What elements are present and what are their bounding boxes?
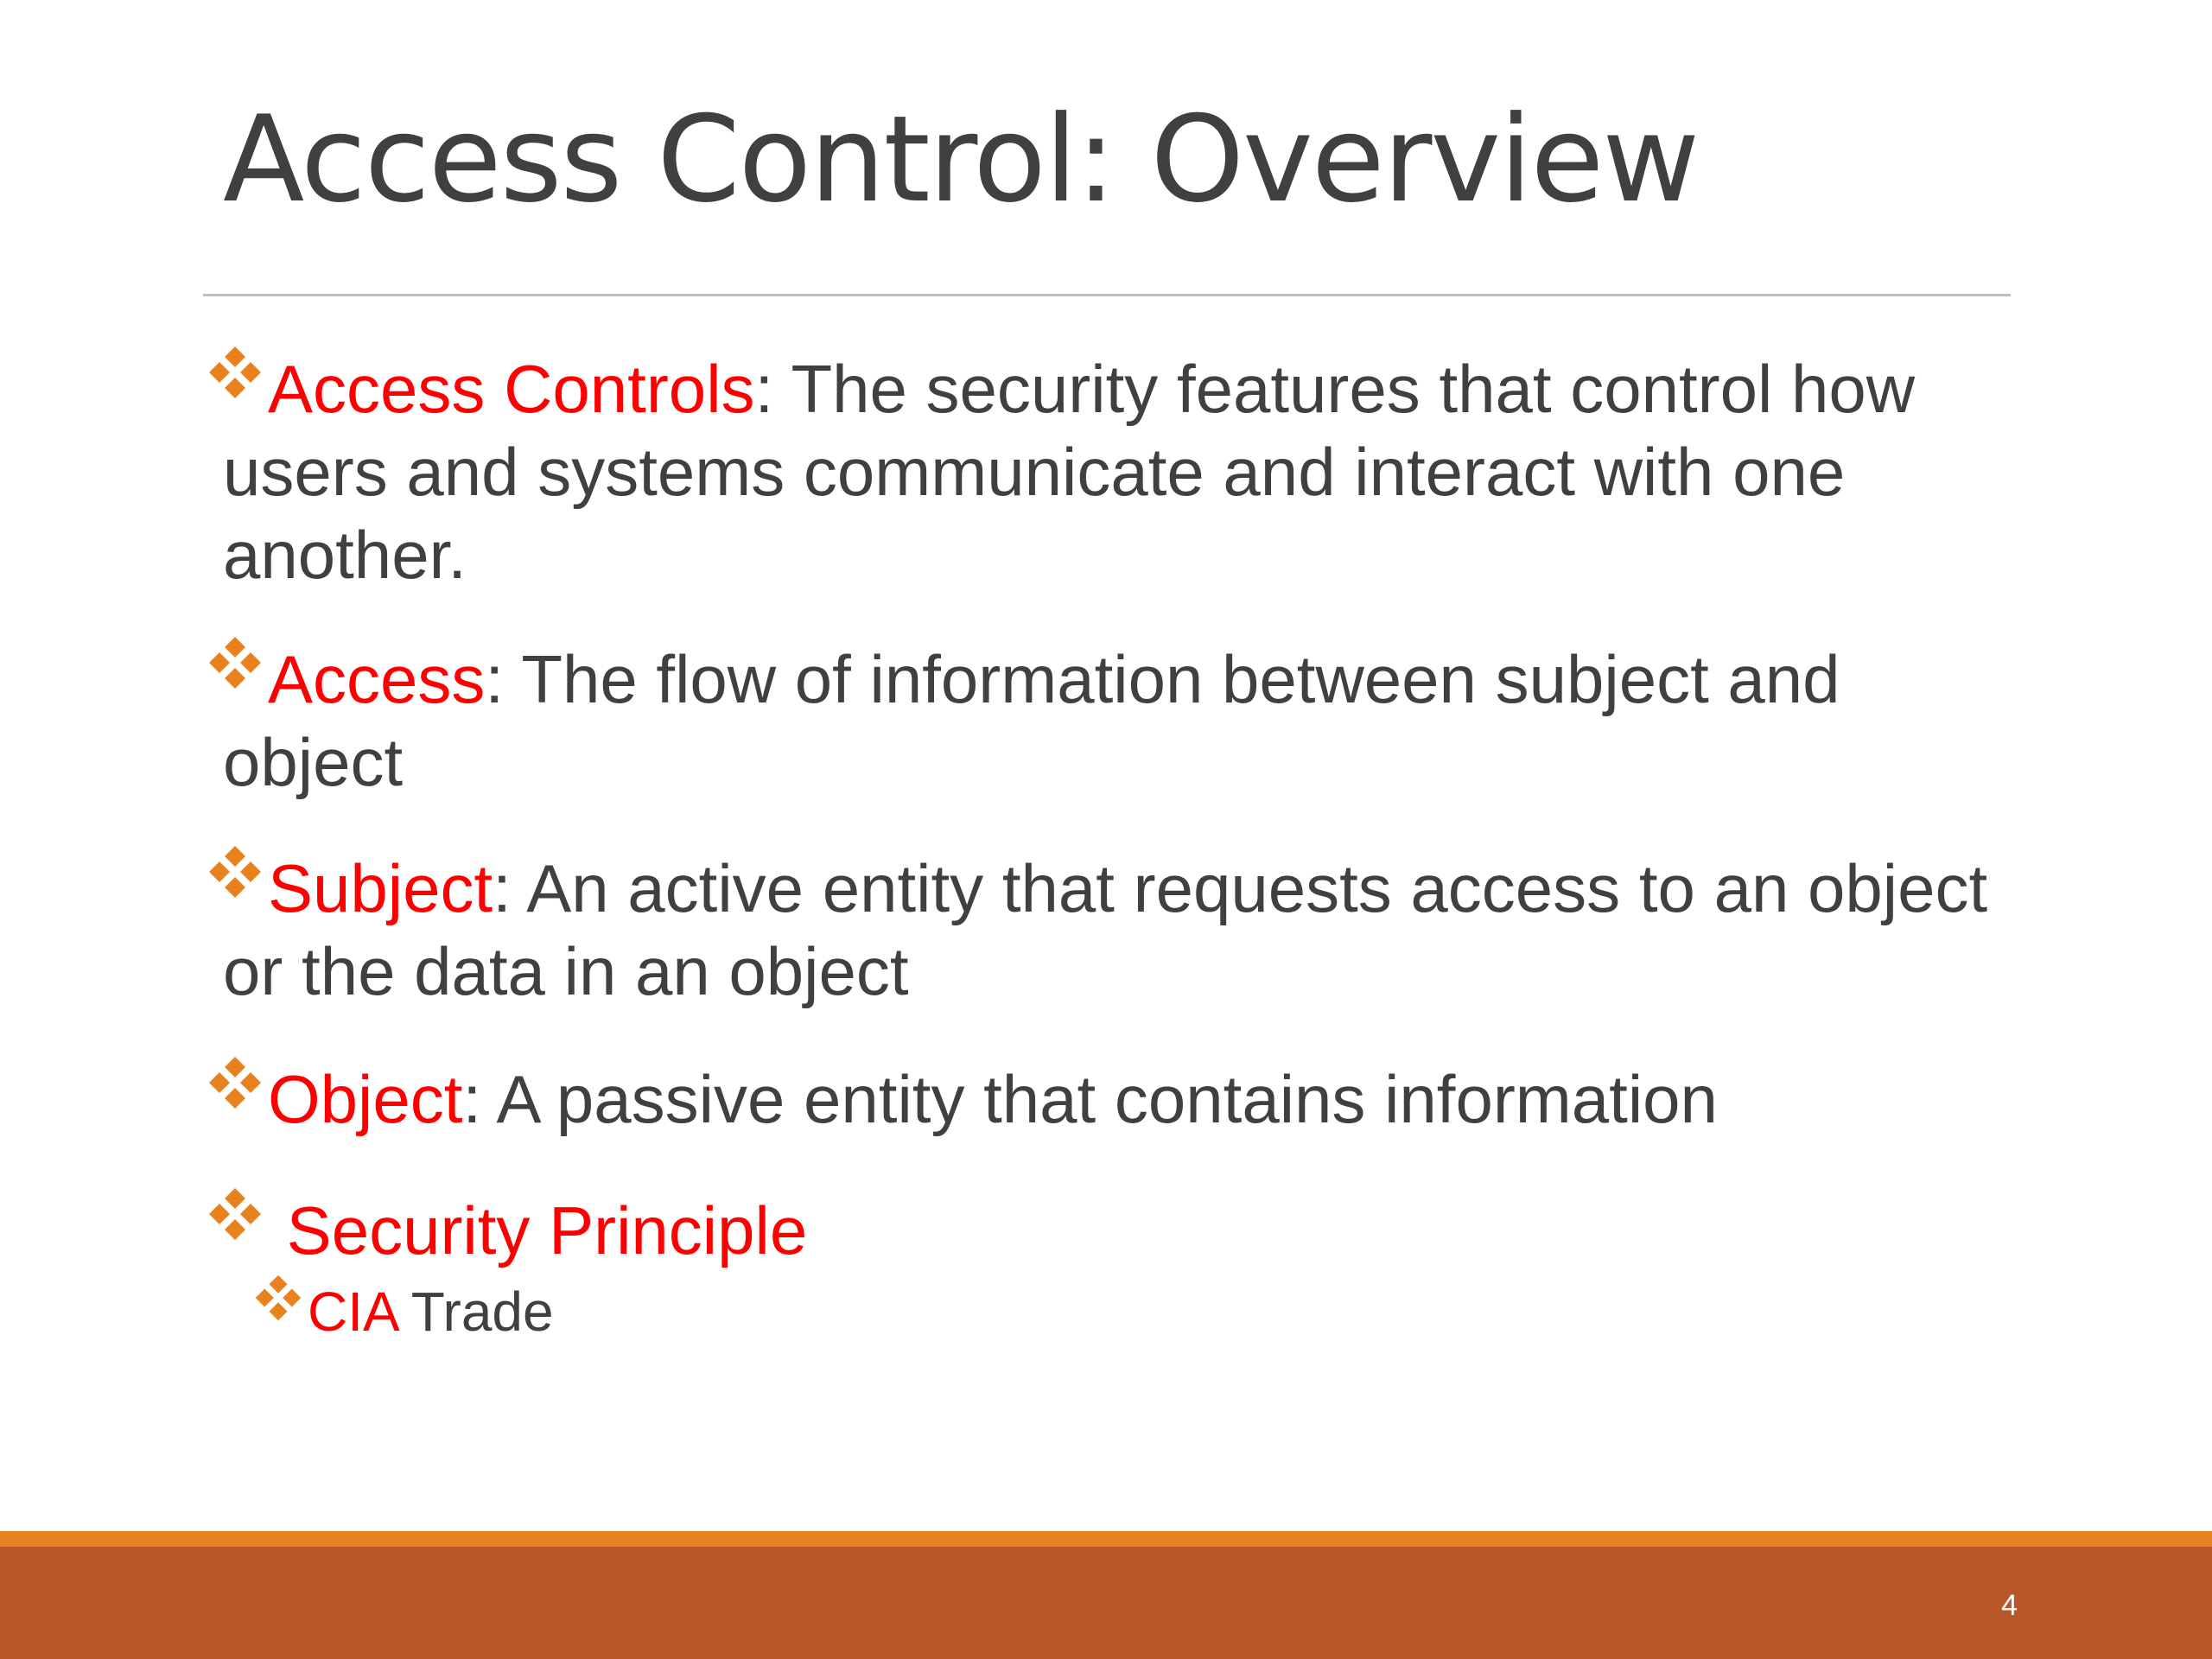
page-number: 4 <box>2001 1589 2018 1622</box>
bullet-term: Subject <box>268 850 493 926</box>
four-diamond-bullet-icon <box>254 1274 302 1322</box>
four-diamond-bullet-icon <box>207 635 263 690</box>
four-diamond-bullet-icon <box>207 345 263 400</box>
sub-bullet-item-cia <box>207 1277 2031 1346</box>
four-diamond-bullet-icon <box>207 1055 263 1110</box>
bullet-term: Security Principle <box>268 1192 808 1268</box>
bullet-item-access <box>207 638 2031 804</box>
bullet-item-access-controls <box>207 347 2031 596</box>
footer-accent-stripe <box>0 1531 2212 1547</box>
bullet-text: : An active entity that requests access to an object or the data in an object <box>223 850 1988 1009</box>
slide-content <box>207 347 2031 1346</box>
bullet-term: Access <box>268 641 486 717</box>
bullet-item-subject <box>207 847 2031 1013</box>
bullet-text: : The flow of information between subject and object <box>223 641 1840 800</box>
bullet-item-object <box>207 1058 2031 1141</box>
footer-bar <box>0 1547 2212 1659</box>
sub-bullet-term: CIA <box>308 1281 397 1343</box>
slide-title: Access Control: Overview <box>223 90 1699 229</box>
title-divider <box>203 294 2011 296</box>
bullet-term: Access Controls <box>268 351 755 427</box>
bullet-text: : The security features that control how users and systems communicate and interact with one another. <box>223 351 1916 593</box>
bullet-item-security-principle <box>207 1189 2031 1272</box>
four-diamond-bullet-icon <box>207 844 263 899</box>
bullet-text: : A passive entity that contains information <box>462 1061 1718 1137</box>
bullet-term: Object <box>268 1061 463 1137</box>
sub-bullet-text: Trade <box>397 1281 554 1343</box>
four-diamond-bullet-icon <box>207 1186 263 1242</box>
